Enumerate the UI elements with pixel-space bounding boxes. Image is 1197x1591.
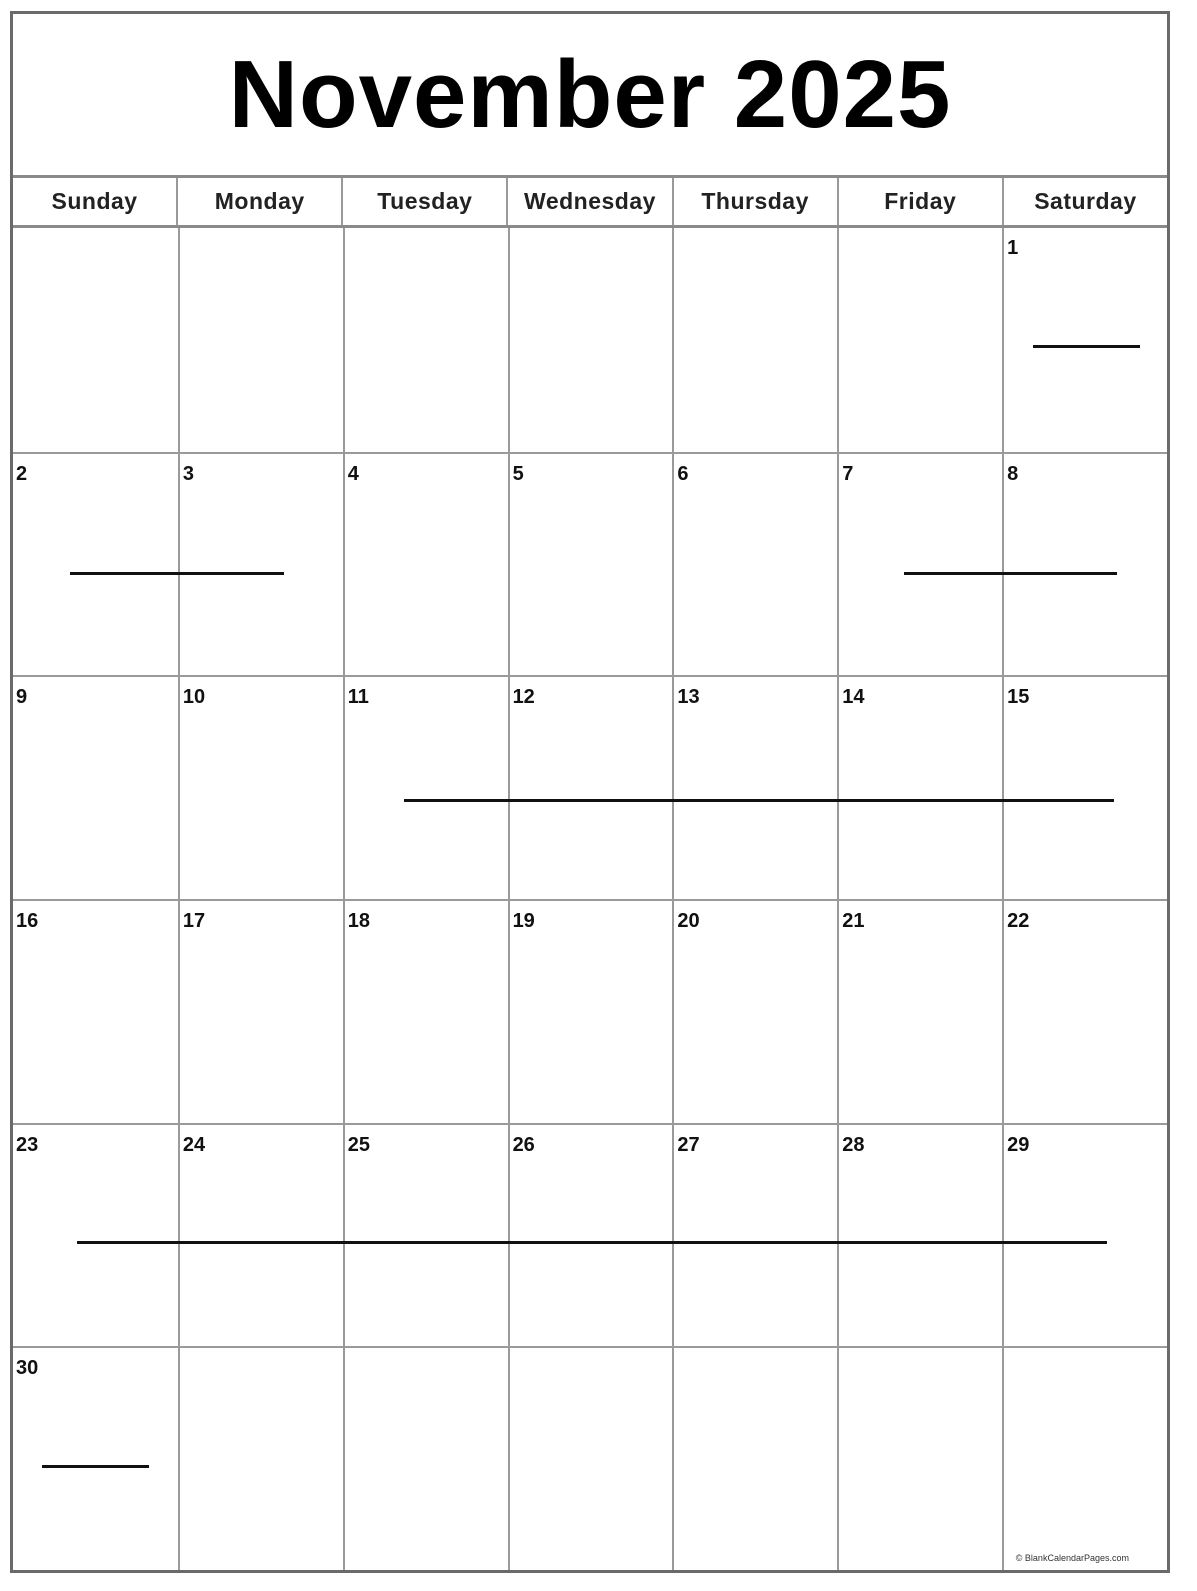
day-number: 12 [512,686,535,709]
day-number: 26 [512,1133,535,1156]
day-number: 8 [1007,462,1019,485]
day-cell[interactable] [178,1123,343,1347]
day-cell[interactable] [13,452,178,676]
day-cell[interactable] [178,675,343,899]
weekday-header-row [13,175,1167,228]
day-number: 22 [1007,910,1030,932]
day-cell[interactable] [343,1346,508,1570]
pen-line [42,1465,149,1468]
day-cell[interactable] [13,1123,178,1347]
day-cell[interactable] [837,1123,1002,1347]
day-number: 6 [677,462,689,485]
day-cell[interactable] [672,675,837,899]
day-cell[interactable] [1002,228,1167,452]
day-cell[interactable] [672,1346,837,1570]
day-cell[interactable] [508,899,673,1123]
day-cell[interactable] [672,1123,837,1347]
day-cell[interactable] [13,1346,178,1570]
day-number: 25 [347,1133,370,1156]
day-cell[interactable] [343,452,508,676]
day-cell[interactable] [672,228,837,452]
day-number: 28 [842,1133,865,1156]
pen-line [77,1241,1107,1244]
day-number: 11 [347,686,369,709]
day-number: 10 [182,686,206,709]
day-cell[interactable] [837,228,1002,452]
day-number: 3 [182,462,194,485]
day-cell[interactable] [837,675,1002,899]
day-number: 30 [16,1357,39,1380]
day-cell[interactable] [1002,452,1167,676]
day-cell[interactable] [343,899,508,1123]
day-number: 18 [347,910,370,932]
day-number: 9 [16,686,28,709]
weekday-monday: Monday [176,178,341,225]
day-cell[interactable] [343,675,508,899]
day-cell[interactable] [178,452,343,676]
day-number: 19 [512,910,535,932]
credit-text: © BlankCalendarPages.com [1015,1553,1129,1563]
weekday-friday: Friday [837,178,1002,225]
day-number: 5 [512,462,524,485]
day-cell[interactable] [13,899,178,1123]
day-number: 21 [842,910,865,932]
day-number: 4 [347,462,359,485]
day-number: 14 [842,686,865,709]
day-cell[interactable] [1002,1123,1167,1347]
day-number: 2 [16,462,28,485]
pen-line [70,572,284,575]
day-cell[interactable] [1002,1346,1167,1570]
day-cell[interactable] [1002,899,1167,1123]
day-number: 15 [1007,686,1030,709]
weekday-sunday: Sunday [51,188,138,214]
day-cell[interactable] [178,1346,343,1570]
pen-line [404,799,1114,802]
day-cell[interactable] [178,899,343,1123]
day-number: 7 [842,462,854,485]
day-number: 16 [16,910,39,932]
day-cell[interactable] [178,228,343,452]
day-number: 20 [677,910,700,932]
day-cell[interactable] [508,1346,673,1570]
day-cell[interactable] [672,452,837,676]
calendar-grid [13,228,1167,1570]
day-cell[interactable] [343,1123,508,1347]
day-number: 17 [182,910,206,932]
day-number: 29 [1007,1133,1030,1156]
pen-line [1033,345,1140,348]
day-cell[interactable] [508,675,673,899]
day-cell[interactable] [672,899,837,1123]
day-cell[interactable] [837,452,1002,676]
day-number: 1 [1007,237,1019,259]
weekday-wednesday: Wednesday [506,178,671,225]
day-cell[interactable] [13,675,178,899]
day-cell[interactable] [1002,675,1167,899]
day-number: 13 [677,686,700,709]
day-cell[interactable] [508,1123,673,1347]
day-number: 24 [182,1133,206,1156]
calendar [10,11,1170,1573]
day-cell[interactable] [508,452,673,676]
day-number: 27 [677,1133,700,1156]
day-cell[interactable] [837,1346,1002,1570]
day-cell[interactable] [13,228,178,452]
weekday-thursday: Thursday [672,178,837,225]
weekday-tuesday: Tuesday [341,178,506,225]
day-cell[interactable] [508,228,673,452]
day-cell[interactable] [837,899,1002,1123]
calendar-title: November 2025 [228,40,952,148]
day-cell[interactable] [343,228,508,452]
weekday-saturday: Saturday [1002,178,1167,225]
pen-line [904,572,1117,575]
day-number: 23 [16,1133,39,1156]
